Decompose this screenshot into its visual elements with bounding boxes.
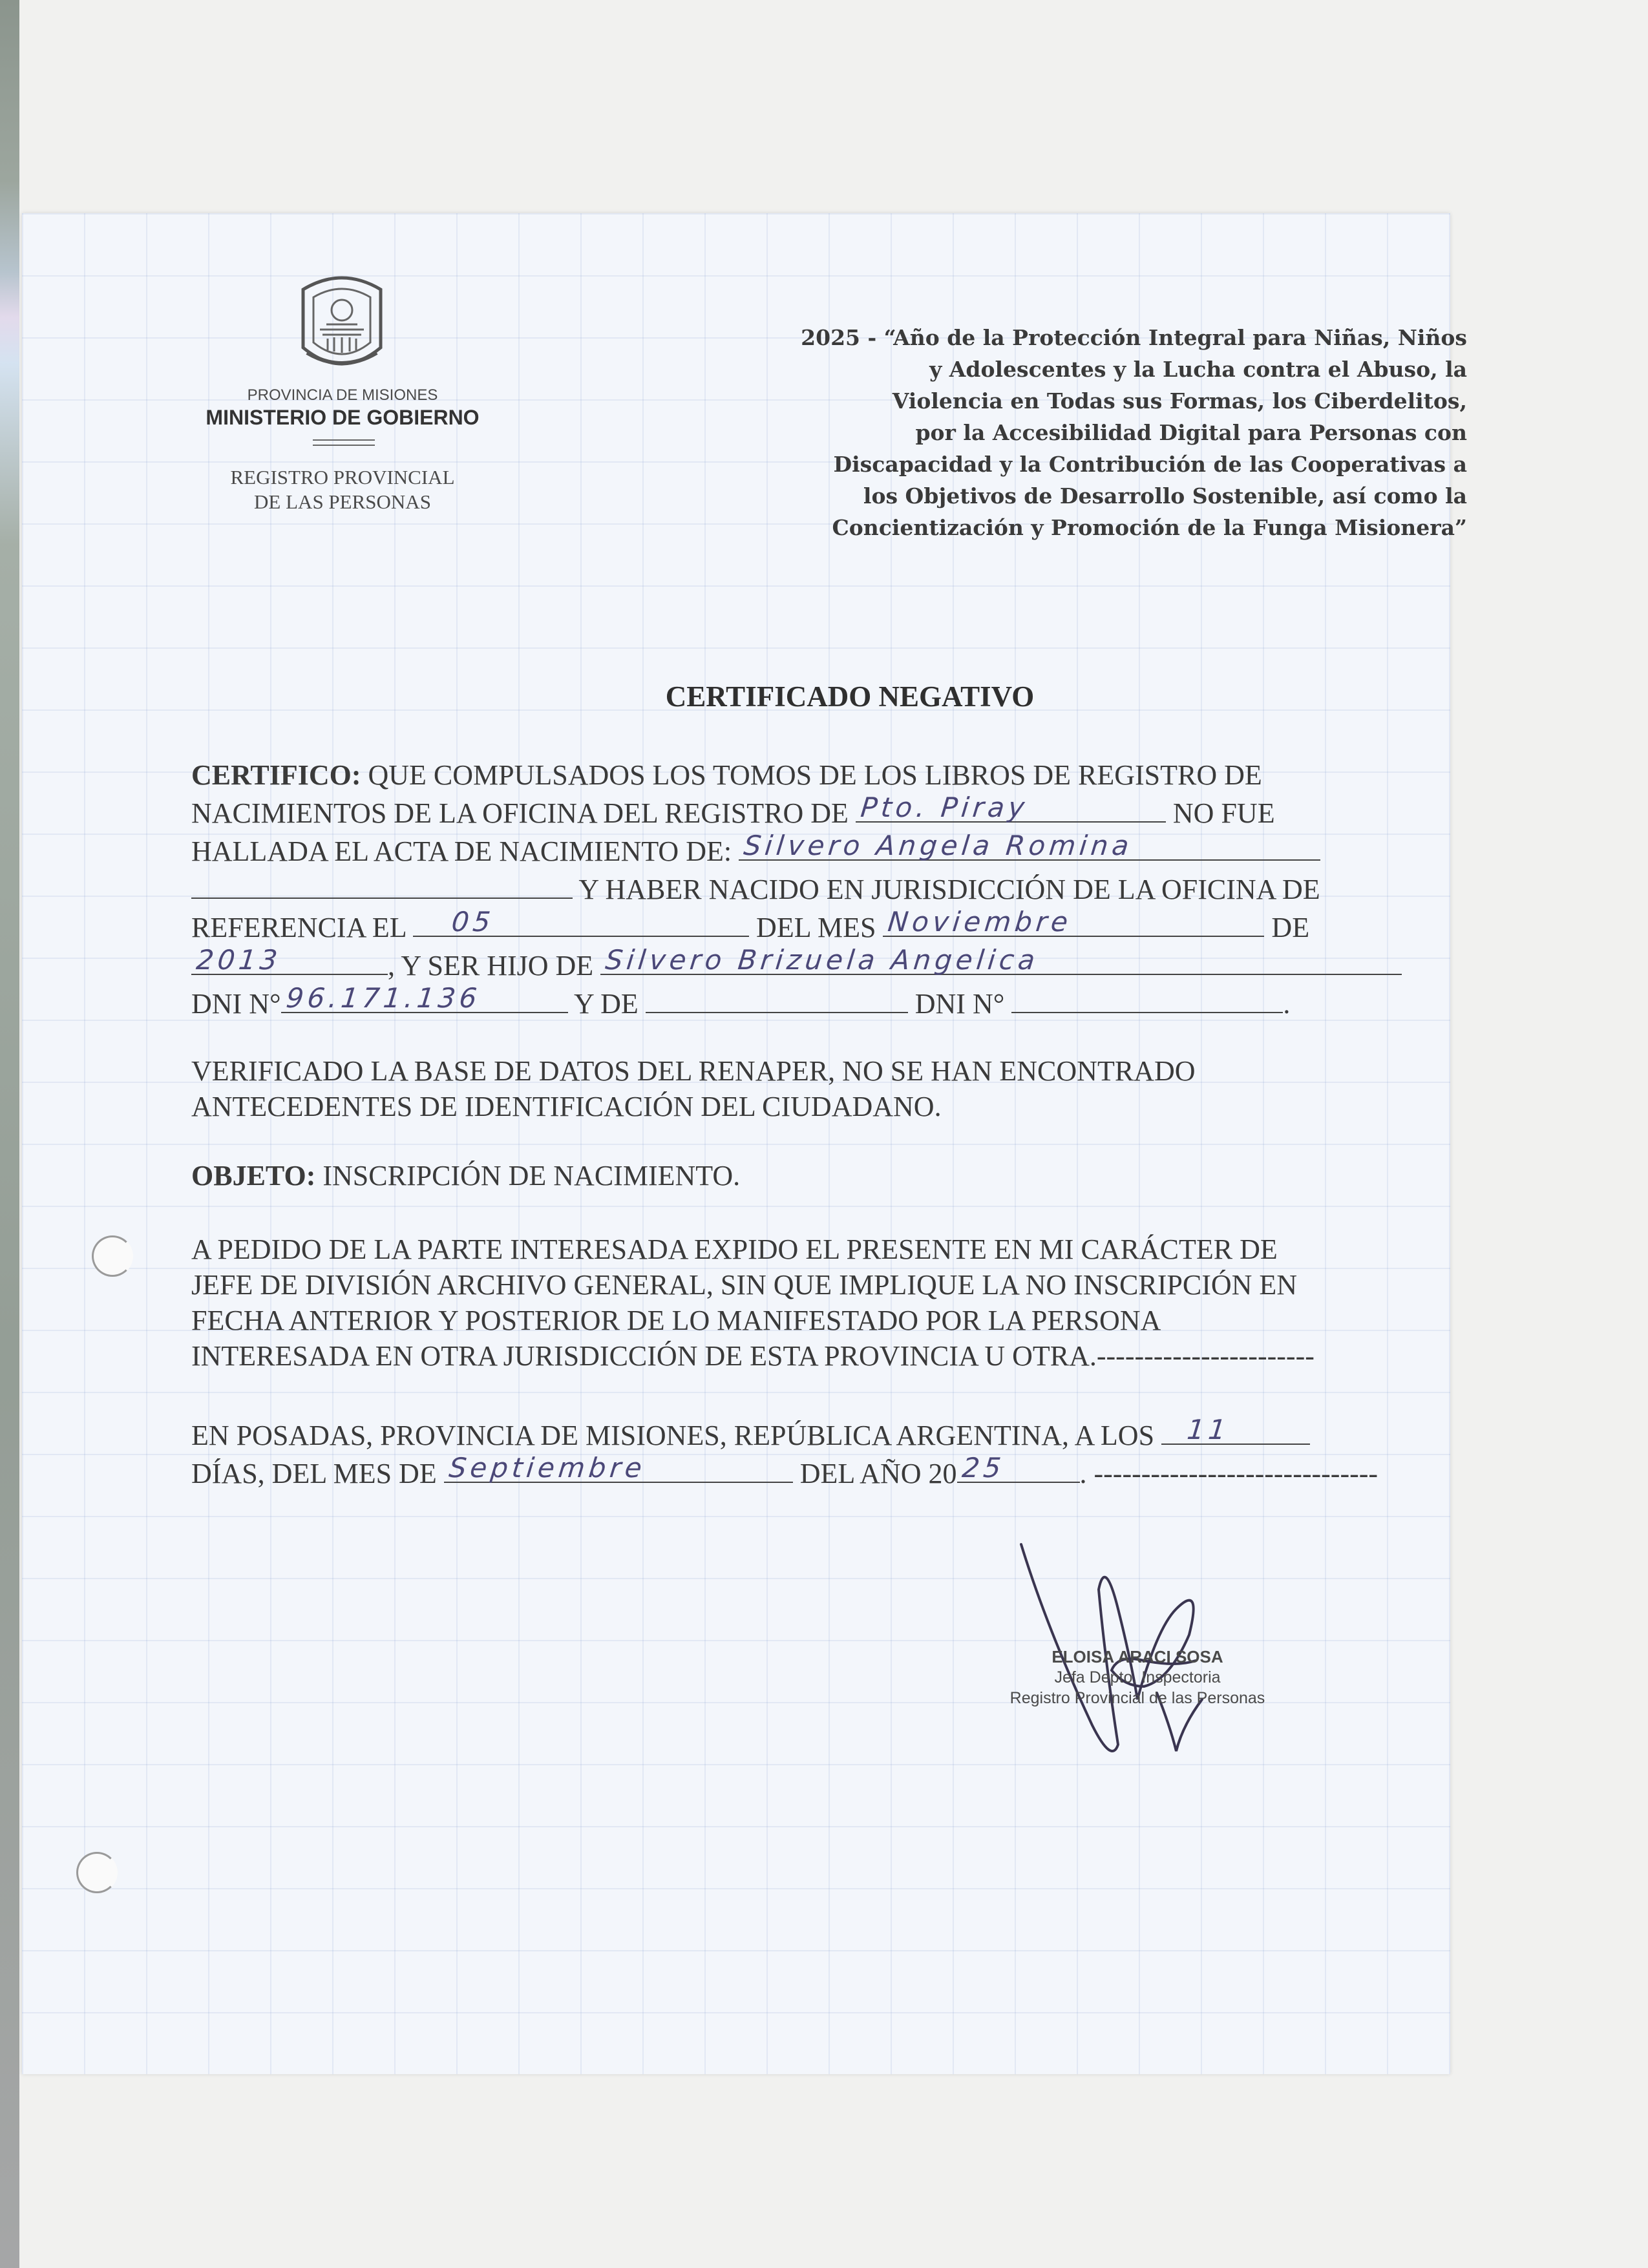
motto-line: los Objetivos de Desarrollo Sostenible, así como la — [863, 483, 1467, 509]
stamp-role: Jefa Depto. Inspectoria — [1054, 1668, 1221, 1686]
year-motto — [620, 322, 1467, 543]
registry-line-1: REGISTRO PROVINCIAL — [230, 466, 455, 488]
objeto-label: OBJETO: — [191, 1160, 316, 1192]
text-line: DÍAS, DEL MES DE Septiembre DEL AÑO 20 25 . ------------------------------ — [191, 1452, 1379, 1489]
motto-line: Concientización y Promoción de la Funga Misionera” — [832, 515, 1467, 540]
text-line: FECHA ANTERIOR Y POSTERIOR DE LO MANIFESTADO POR LA PERSONA — [191, 1305, 1161, 1336]
text-line: Y HABER NACIDO EN JURISDICCIÓN DE LA OFICINA DE — [191, 869, 1510, 907]
motto-line: y Adolescentes y la Lucha contra el Abuso, la — [929, 357, 1467, 382]
child-name-continuation-field — [191, 869, 573, 899]
issue-day-field: 11 — [1161, 1415, 1310, 1445]
motto-line: Discapacidad y la Contribución de las Cooperativas a — [833, 452, 1467, 477]
registry-office-field: Pto. Piray — [856, 793, 1166, 823]
registry-name — [194, 465, 491, 514]
text-line: 2013 , Y SER HIJO DE Silvero Brizuela Angelica — [191, 945, 1510, 983]
birth-day-field: 05 — [413, 907, 749, 937]
text-line: HALLADA EL ACTA DE NACIMIENTO DE: Silvero Angela Romina — [191, 831, 1510, 869]
issue-month-field: Septiembre — [444, 1453, 793, 1483]
text-line: VERIFICADO LA BASE DE DATOS DEL RENAPER, NO SE HAN ENCONTRADO — [191, 1055, 1196, 1087]
official-stamp — [969, 1646, 1305, 1708]
paragraph-fecha — [191, 1415, 1510, 1491]
text-line: DNI N° 96.171.136 Y DE DNI N° . — [191, 982, 1291, 1020]
motto-line: 2025 - “Año de la Protección Integral para Niñas, Niños — [801, 325, 1467, 350]
stamp-office: Registro Provincial de las Personas — [1009, 1689, 1265, 1707]
text-line: EN POSADAS, PROVINCIA DE MISIONES, REPÚBLICA ARGENTINA, A LOS 11 — [191, 1415, 1510, 1453]
scan-edge — [0, 0, 19, 2268]
certifico-label: CERTIFICO: — [191, 759, 361, 791]
issue-year-field: 25 — [957, 1453, 1080, 1483]
second-parent-dni-field — [1011, 983, 1283, 1013]
registry-line-2: DE LAS PERSONAS — [254, 490, 431, 513]
divider — [313, 445, 375, 446]
province-name: PROVINCIA DE MISIONES — [247, 386, 438, 404]
second-parent-field — [646, 983, 908, 1013]
paragraph-renaper — [191, 1053, 1510, 1124]
text-line: A PEDIDO DE LA PARTE INTERESADA EXPIDO EL PRESENTE EN MI CARÁCTER DE — [191, 1234, 1278, 1265]
punch-hole-bottom — [76, 1852, 118, 1893]
punch-hole-top — [92, 1235, 133, 1277]
birth-year-field: 2013 — [191, 945, 388, 975]
paragraph-certifico — [191, 757, 1510, 1022]
motto-line: por la Accesibilidad Digital para Personas con — [915, 420, 1467, 445]
paragraph-objeto — [191, 1158, 1510, 1193]
child-name-field: Silvero Angela Romina — [739, 831, 1320, 861]
divider — [313, 439, 375, 441]
text-line: CERTIFICO: QUE COMPULSADOS LOS TOMOS DE LOS LIBROS DE REGISTRO DE — [191, 759, 1262, 791]
stamp-name: ELOISA ARACI SOSA — [1051, 1647, 1223, 1666]
text-line: REFERENCIA EL 05 DEL MES Noviembre DE — [191, 906, 1310, 943]
parent-name-field: Silvero Brizuela Angelica — [600, 945, 1402, 975]
provincial-seal-logo — [294, 270, 390, 380]
ministry-name: MINISTERIO DE GOBIERNO — [206, 406, 480, 429]
text-line: OBJETO: INSCRIPCIÓN DE NACIMIENTO. — [191, 1160, 741, 1192]
text-line: NACIMIENTOS DE LA OFICINA DEL REGISTRO DE Pto. Piray NO FUE — [191, 792, 1275, 829]
parent-dni-field: 96.171.136 — [281, 983, 568, 1013]
paragraph-pedido — [191, 1232, 1510, 1374]
text-line: INTERESADA EN OTRA JURISDICCIÓN DE ESTA PROVINCIA U OTRA.----------------------- — [191, 1340, 1315, 1372]
document-title: CERTIFICADO NEGATIVO — [665, 680, 1035, 713]
text-line: JEFE DE DIVISIÓN ARCHIVO GENERAL, SIN QUE IMPLIQUE LA NO INSCRIPCIÓN EN — [191, 1269, 1298, 1301]
text-line: ANTECEDENTES DE IDENTIFICACIÓN DEL CIUDADANO. — [191, 1091, 942, 1122]
birth-month-field: Noviembre — [883, 907, 1264, 937]
motto-line: Violencia en Todas sus Formas, los Ciberdelitos, — [892, 388, 1467, 414]
